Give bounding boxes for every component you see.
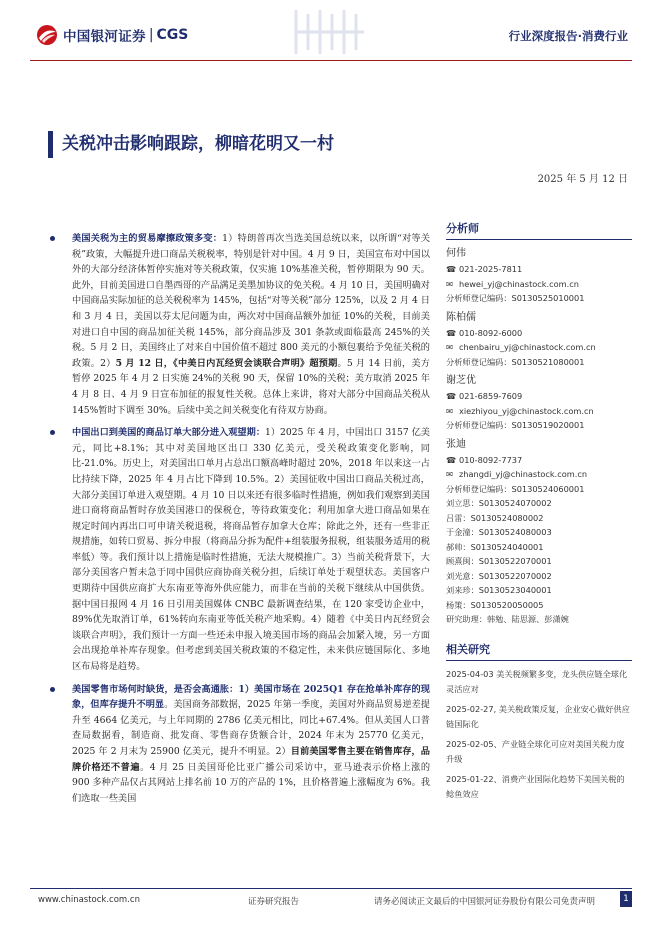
paragraph-lead: 美国零售市场何时缺货，是否会高通胀：1）美国市场在 2025Q1 存在抢单补库存的现象，但库存提升不明显 bbox=[72, 683, 430, 711]
phone-icon: ☎ bbox=[446, 264, 457, 274]
analyst-reg-code: 分析师登记编码：S0130519020001 bbox=[446, 420, 585, 430]
page-footer bbox=[30, 888, 632, 916]
footer-report-type: 证券研究报告 bbox=[248, 897, 300, 907]
analyst-reg-code: 分析师登记编码：S0130524060001 bbox=[446, 483, 585, 494]
footer-disclaimer: 请务必阅读正文最后的中国银河证券股份有限公司免责声明 bbox=[374, 897, 596, 907]
watermark-emblem-icon bbox=[290, 6, 370, 58]
analyst-card bbox=[446, 246, 632, 306]
paragraph-body: 1）2025 年 4 月，中国出口 3157 亿美元，同比+8.1%；其中对美国地区出口 330 亿美元，受关税政策变化影响，同比-21.0%。历史上，对美国出口单月占总出口额高峰时超过 20%，2018 年以来这一占比持续下降，2025 年 4 月占比下降到 10.5%。2）美国征收中国出口商品关税过高，大部分美国订单进入观望期。4 月 10 日以来还有很多临时性措施，例如我们观察到美国进口商将商品暂时存放美国港口的保税仓，等待政策变化；利用加拿大进口商品如果在规定时间内再出口可申请关税退税，将商品暂存加拿大仓库；除此之外，还有一些非正规措施，如转口贸易、拆分申报（将商品分拆为配件+组装服务报税，组装服务适用的税率低）等。我们预计以上措施是临时性措施，无法大规模推广。3）当前关税背景下，大部分美国客户暂未急于同中国供应商协商关税分担，后续订单处于观望状态。美国客户更期待中国供应商扩大东南亚等海外供应能力，而非在当前的关税下继续从中国供货。据中国日报网 4 月 16 日引用美国媒体 CNBC 最新调查结果，在 120 家受访企业中，89%优先取消订单，61%转向东南亚等低关税产地采购。4）随着《中美日内瓦经贸会谈联合声明》，我们预计一方面一些还未申报入境美国市场的商品会加紧入境，另一方面会出现抢单补库存现象。但考虑到美国关税政策的不稳定性，未来供应链国际化、多地区布局将是趋势。 bbox=[72, 427, 430, 673]
logo-text-en: CGS bbox=[156, 27, 189, 43]
page-title: 关税冲击影响跟踪，柳暗花明又一村 bbox=[62, 134, 334, 154]
analyst-card bbox=[446, 373, 632, 433]
main-content bbox=[50, 231, 430, 813]
email-icon: ✉ bbox=[446, 278, 453, 289]
title-accent-bar bbox=[48, 131, 53, 158]
analyst-name: 何伟 bbox=[446, 248, 466, 259]
related-research-heading: 相关研究 bbox=[446, 641, 632, 661]
analyst-phone: 021-6859-7609 bbox=[459, 391, 523, 401]
page-header bbox=[0, 0, 662, 64]
related-research-link[interactable]: 2025-04-03 美关税频繁多变，龙头供应链全球化灵活应对 bbox=[446, 668, 628, 694]
registration-list bbox=[446, 496, 632, 627]
related-research-link[interactable]: 2025-02-27, 美关税政策反复，企业安心做好供应链国际化 bbox=[446, 703, 630, 729]
analyst-heading: 分析师 bbox=[446, 220, 632, 240]
registration-item: 顾熹闽：S0130522070001 bbox=[446, 556, 552, 566]
bullet-icon bbox=[50, 687, 55, 692]
sidebar bbox=[446, 220, 632, 807]
paragraph-body-tail: 。5 月 14 日前，美方暂停 2025 年 4 月 2 日实施 24%的关税 90 天，保留 10%的关税；美方取消 2025 年 4 月 8 日、4 月 9 日宣布加征的报复性关税。总体上来讲，将对大部分中国商品关税从145%暂时下调至 30%。后续中美之间关税变化有待双方协商。 bbox=[72, 357, 430, 416]
registration-item: 于金潼：S0130524080003 bbox=[446, 527, 552, 537]
analyst-name: 张迪 bbox=[446, 438, 466, 450]
paragraph-us-retail bbox=[50, 682, 430, 807]
bullet-icon bbox=[50, 430, 55, 435]
phone-icon: ☎ bbox=[446, 327, 457, 338]
logo-text-cn: 中国银河证券 bbox=[63, 29, 146, 45]
registration-item: 郝帅：S0130524040001 bbox=[446, 541, 544, 552]
analyst-reg-code: 分析师登记编码：S0130525010001 bbox=[446, 293, 585, 303]
phone-icon: ☎ bbox=[446, 391, 457, 401]
email-icon: ✉ bbox=[446, 469, 453, 479]
paragraph-body: 。美国商务部数据，2025 年第一季度，美国对外商品贸易逆差提升至 4664 亿美元，与上年同期的 2786 亿美元相比，同比+67.4%。但从美国人口普查局数据看，制造商、批发商、零售商存货额合计，2024 年末为 25770 亿美元，2025 年 2 月末为 25900 亿美元，提升不明显。2） bbox=[72, 699, 430, 757]
report-date: 2025 年 5 月 12 日 bbox=[537, 174, 628, 185]
analyst-phone: 010-8092-7737 bbox=[459, 454, 523, 465]
paragraph-body: 1）特朗普再次当选美国总统以来，以所谓“对等关税”政策，大幅提升进口商品关税税率，特别是针对中国。4 月 9 日，美国宣布对中国以外的大部分经济体暂停实施对等关税政策，仅实施 10%基准关税，暂停期限为 90 天。此外，目前美国进口自墨西哥的产品满足美墨加协议的免关税。4 月 10 日，美国明确对中国商品实际加征的总关税税率为 145%，包括“对等关税”部分 125%，以及 2 月 4 日和 3 月 4 日，美国以芬太尼问题为由，两次对中国商品额外加征 10%的关税，目前美对进口自中国的商品加征关税 145%，部分商品涉及 301 条款或面临最高 245%的关税。5 月 2 日，美国终止了对来自中国价值不超过 800 美元的小额包裹给予免征关税的政策。2） bbox=[72, 233, 431, 369]
footer-website-link[interactable]: www.chinastock.com.cn bbox=[38, 895, 140, 905]
paragraph-body-tail: 。4 月 25 日美国哥伦比亚广播公司采访中，亚马逊表示价格上涨的 900 多种产品仅占其网站上排名前 10 万的产品的 1%，且价格普遍上涨幅度为 6%。我们选取一些美国 bbox=[72, 761, 431, 804]
paragraph-emphasis: 目前美国零售主要在销售库存，品牌价格还不普遍 bbox=[72, 746, 430, 773]
paragraph-emphasis: 5 月 12 日，《中美日内瓦经贸会谈联合声明》超预期 bbox=[115, 357, 338, 369]
registration-item: 刘来珍：S0130523040001 bbox=[446, 585, 552, 595]
registration-item: 杨策：S0130520050005 bbox=[446, 599, 544, 610]
paragraph-lead: 中国出口到美国的商品订单大部分进入观望期： bbox=[72, 427, 266, 439]
galaxy-logo-icon bbox=[36, 24, 58, 46]
research-assistants: 研究助理：韩勉、陆思源、彭潇婉 bbox=[446, 614, 569, 624]
analyst-name: 谢芝优 bbox=[446, 375, 476, 386]
paragraph-tariff-policy bbox=[50, 231, 430, 418]
paragraph-export-orders bbox=[50, 425, 430, 675]
analyst-card bbox=[446, 310, 632, 370]
analyst-reg-code: 分析师登记编码：S0130521080001 bbox=[446, 356, 585, 367]
page-number: 1 bbox=[620, 891, 632, 907]
related-research-link[interactable]: 2025-01-22、消费产业国际化趋势下美国关税的鲶鱼效应 bbox=[446, 773, 625, 799]
analyst-email[interactable]: xiezhiyou_yj@chinastock.com.cn bbox=[459, 405, 594, 416]
registration-item: 刘立思：S0130524070002 bbox=[446, 498, 552, 508]
analyst-phone: 010-8092-6000 bbox=[459, 327, 523, 338]
analyst-email[interactable]: chenbairu_yj@chinastock.com.cn bbox=[459, 342, 596, 352]
related-research-link[interactable]: 2025-02-05、产业链全球化可应对美国关税力度升级 bbox=[446, 738, 625, 764]
analyst-email[interactable]: hewei_yj@chinastock.com.cn bbox=[459, 278, 579, 289]
email-icon: ✉ bbox=[446, 342, 453, 352]
email-icon: ✉ bbox=[446, 405, 453, 416]
paragraph-lead: 美国关税为主的贸易摩擦政策多变： bbox=[72, 233, 223, 244]
analyst-name: 陈柏儒 bbox=[446, 311, 476, 323]
registration-item: 刘光意：S0130522070002 bbox=[446, 570, 552, 581]
phone-icon: ☎ bbox=[446, 454, 457, 465]
bullet-icon bbox=[50, 236, 55, 241]
registration-item: 吕雷：S0130524080002 bbox=[446, 512, 544, 523]
analyst-card bbox=[446, 437, 632, 497]
company-logo bbox=[36, 24, 188, 46]
analyst-phone: 021-2025-7811 bbox=[459, 264, 523, 274]
header-divider bbox=[30, 60, 632, 61]
analyst-email[interactable]: zhangdi_yj@chinastock.com.cn bbox=[459, 469, 588, 479]
logo-separator: | bbox=[148, 27, 154, 43]
report-type-label: 行业深度报告·消费行业 bbox=[508, 29, 628, 43]
